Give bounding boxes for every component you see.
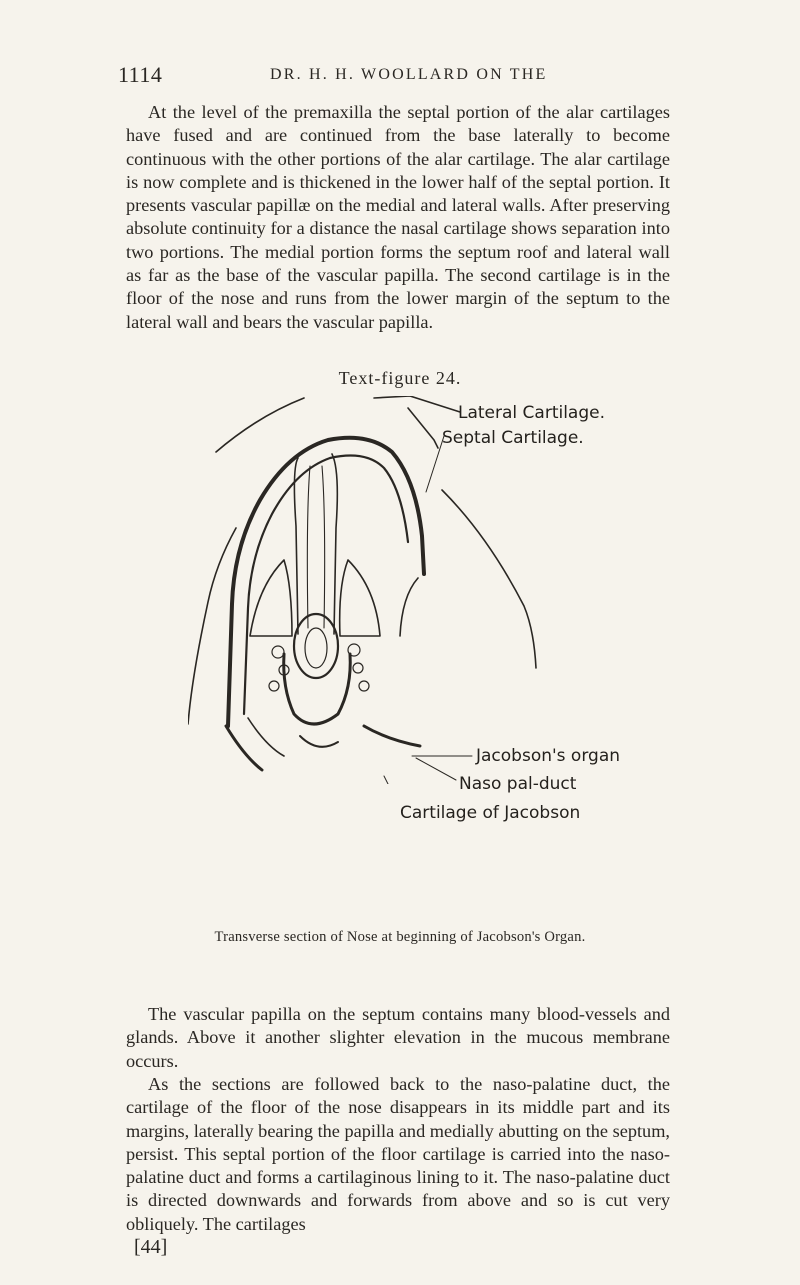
paragraph-naso-palatine: As the sections are followed back to the naso-palatine duct, the cartilage of the floor of the nose disappears in its middle part and its margins, laterally bearing the papilla and medially abutting on the septum, persist. This septal portion of the floor cartilage is carried into the naso-palatine duct and forms a cartilaginous lining to it. The naso-palatine duct is directed downwards and forwards from above and so is cut very obliquely. The cartilages — [126, 1074, 670, 1234]
running-title: DR. H. H. WOOLLARD ON THE — [270, 66, 548, 83]
label-cartilage-of-jacobson: Cartilage of Jacobson — [400, 803, 581, 823]
leader-septal — [408, 408, 438, 448]
gland — [348, 644, 360, 656]
paragraph-vascular-papilla: The vascular papilla on the septum contains many blood-vessels and glands. Above it another slighter elevation in the mucous membrane occurs. — [126, 1004, 670, 1071]
leader-lateral — [374, 396, 460, 412]
gland — [269, 681, 279, 691]
figure-caption: Transverse section of Nose at beginning of Jacobson's Organ. — [214, 929, 586, 945]
septum-right — [332, 454, 337, 634]
signature-mark: [44] — [134, 1236, 168, 1258]
label-lateral-cartilage: Lateral Cartilage. — [458, 403, 606, 423]
lower-right-cartilage — [364, 726, 420, 746]
right-cavity — [340, 560, 380, 636]
label-naso-palatine-duct: Naso pal-duct — [459, 774, 577, 794]
septal-cartilage-right — [322, 466, 325, 628]
gland — [272, 646, 284, 658]
floor-cartilage — [284, 654, 351, 724]
leader-naso-duct — [416, 758, 456, 780]
septal-cartilage-left — [307, 466, 310, 628]
running-head — [118, 62, 668, 92]
page-number: 1114 — [118, 62, 163, 87]
label-septal-cartilage: Septal Cartilage. — [442, 428, 584, 448]
naso-palatine-duct — [300, 736, 338, 747]
gland — [353, 663, 363, 673]
lateral-cartilage-outline — [228, 438, 424, 726]
gland — [359, 681, 369, 691]
outer-contour-line — [216, 398, 304, 452]
septum-left — [294, 458, 298, 634]
jacobsons-organ-lumen — [305, 628, 327, 668]
nose-section-drawing — [188, 396, 621, 784]
label-jacobsons-organ: Jacobson's organ — [476, 746, 621, 766]
leader-cartilage-jacobson — [384, 776, 398, 784]
right-lateral-wall — [400, 578, 418, 636]
figure-heading: Text-figure 24. — [338, 368, 462, 388]
lower-left-cartilage — [226, 726, 262, 770]
left-cavity — [250, 560, 292, 636]
lower-left-inner — [248, 718, 284, 756]
nose-section-figure — [188, 396, 621, 823]
paragraph-premaxilla: At the level of the premaxilla the septal portion of the alar cartilages have fused and are continued from the base laterally to become continuous with the other portions of the alar cartilage. The alar cartilage is now complete and is thickened in the lower half of the septal portion. It presents vascular papillæ on the medial and lateral walls. After preserving absolute continuity for a distance the nasal cartilage shows separation into two portions. The medial portion forms the septum roof and lateral wall as far as the base of the vascular papilla. The second cartilage is in the floor of the nose and runs from the lower margin of the septum to the lateral wall and bears the vascular papilla. — [126, 102, 670, 332]
right-outer-wall — [442, 490, 536, 668]
